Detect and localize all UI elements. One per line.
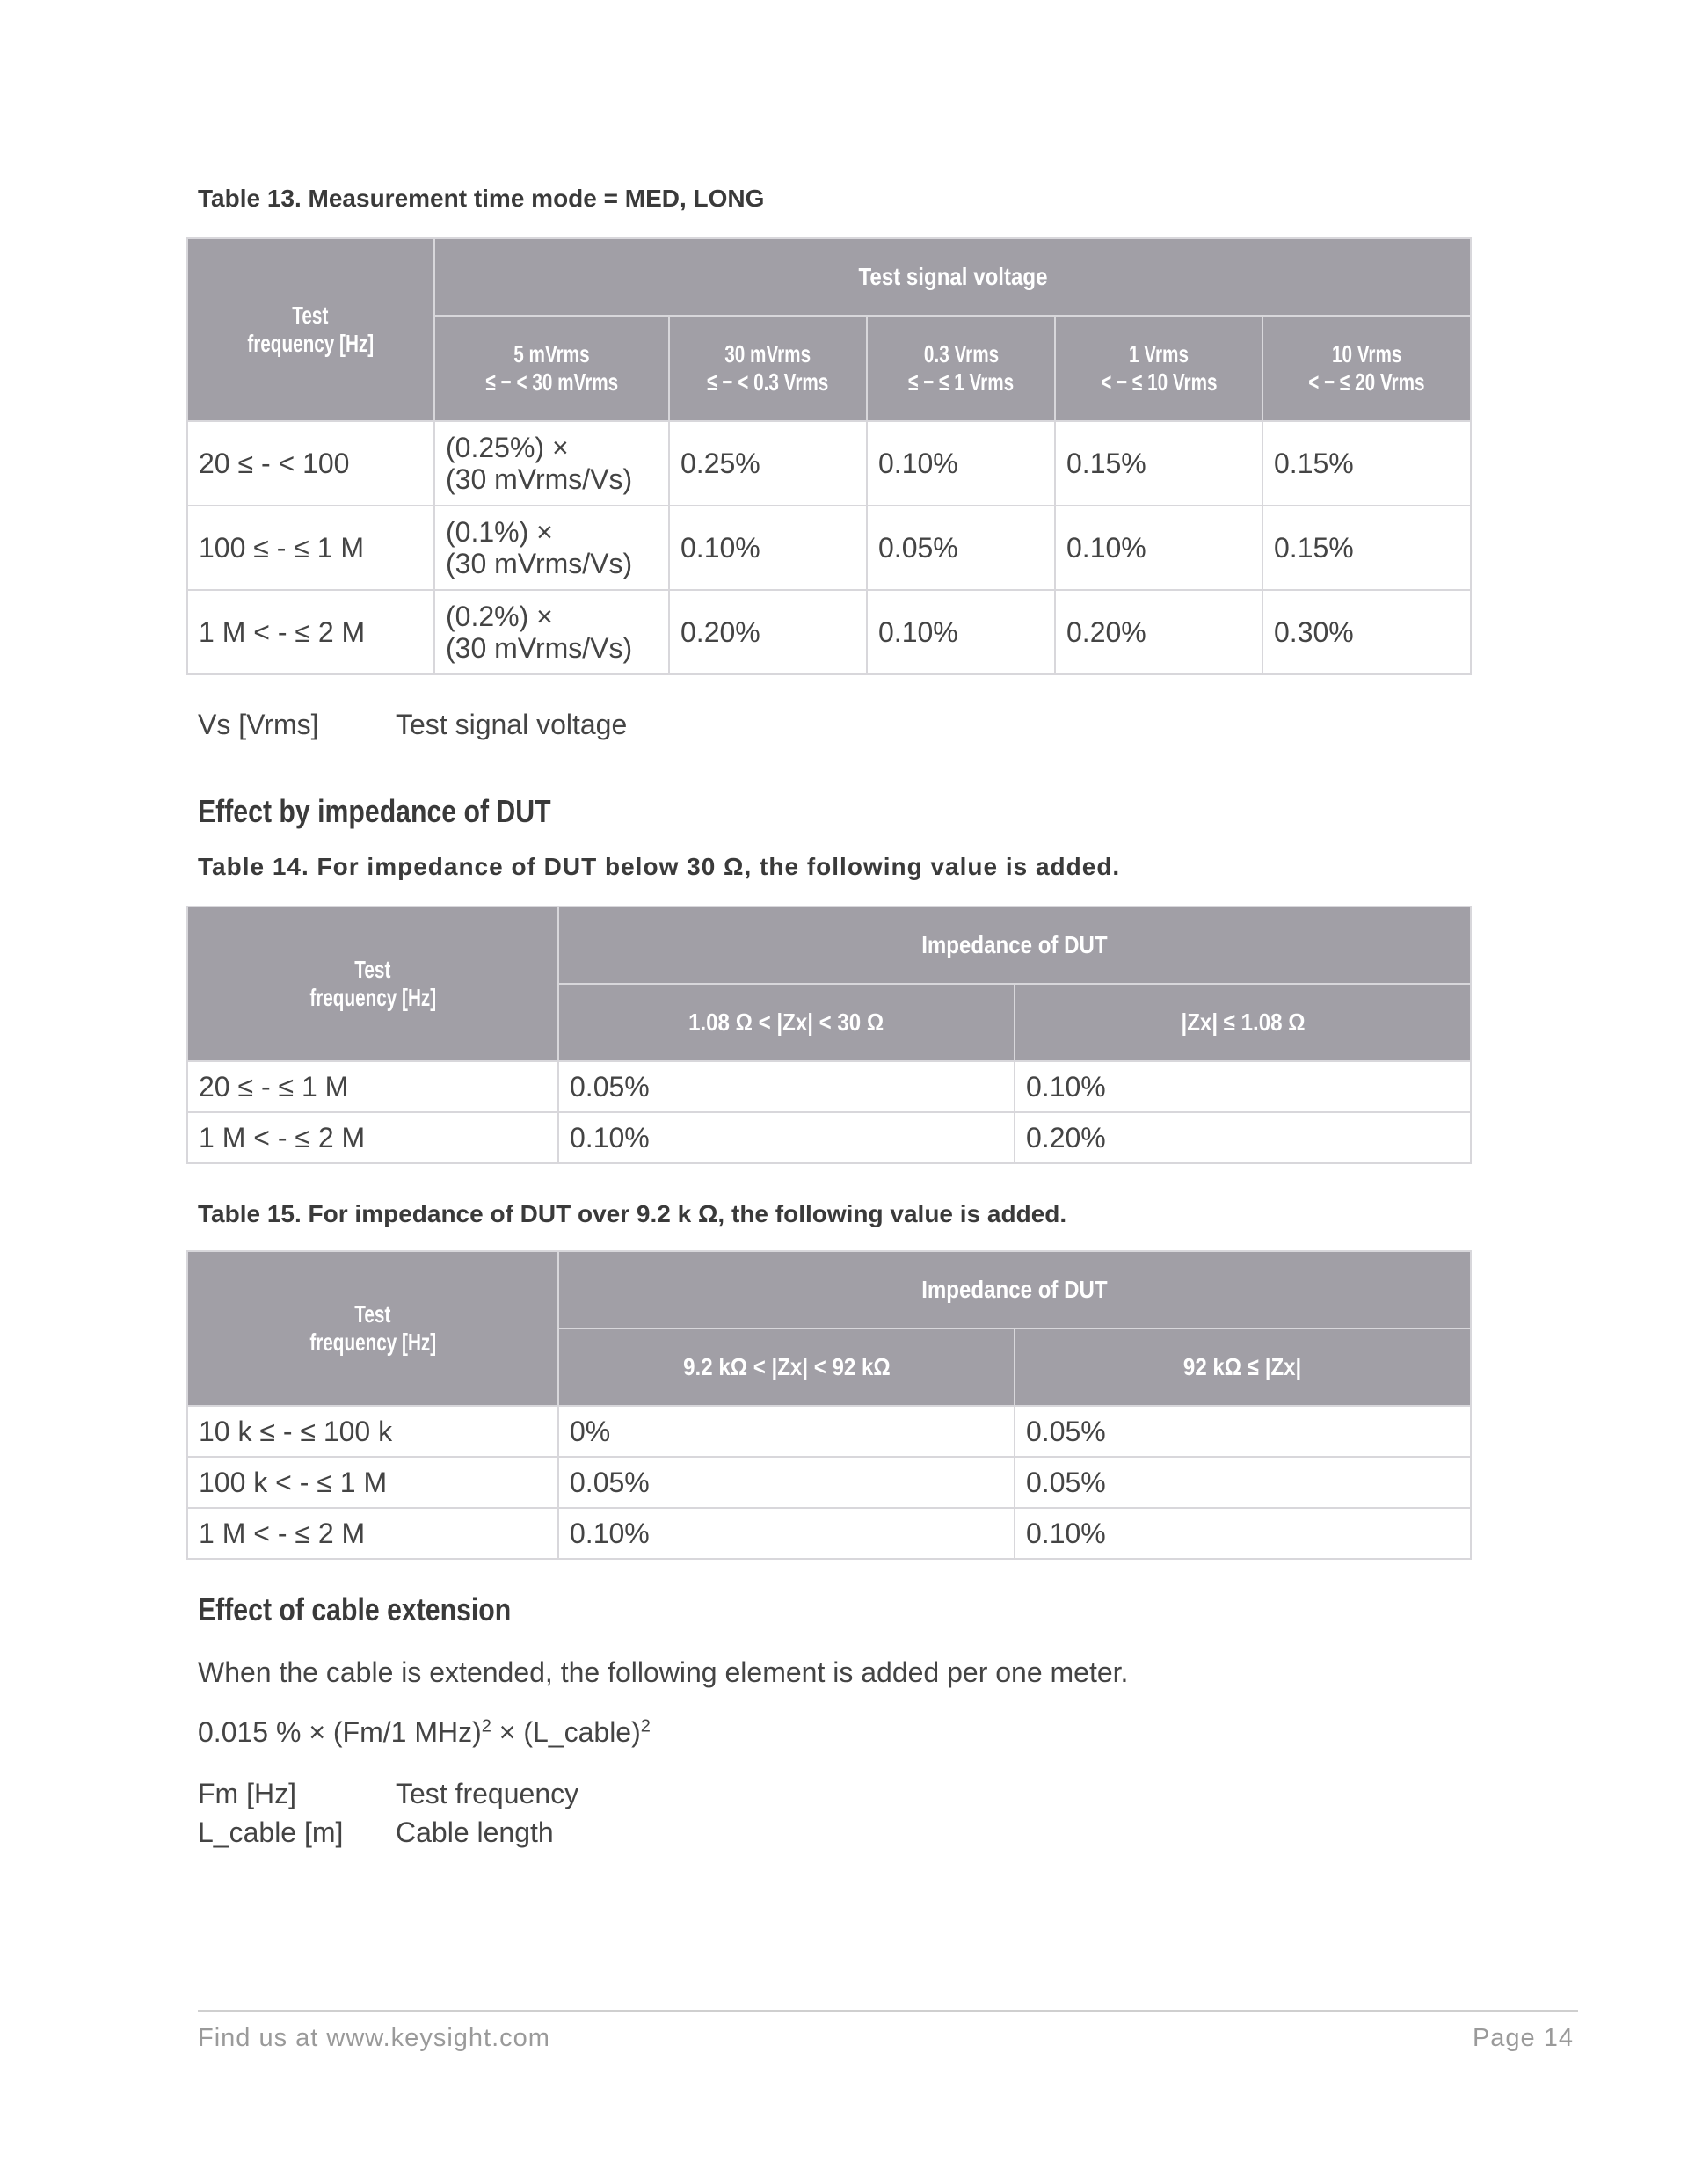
def-description: Cable length bbox=[396, 1816, 554, 1848]
table14-rowheader: Test frequency [Hz] bbox=[187, 906, 558, 1061]
table13-group-header: Test signal voltage bbox=[434, 238, 1471, 316]
table13-caption: Table 13. Measurement time mode = MED, LONG bbox=[198, 185, 765, 212]
def-description: Test frequency bbox=[396, 1778, 579, 1809]
table14-col-header: |Zx| ≤ 1.08 Ω bbox=[1015, 984, 1471, 1061]
table-cell: 0.20% bbox=[1015, 1112, 1471, 1163]
table-cell: 0.10% bbox=[1055, 506, 1262, 590]
table13-col-header: 30 mVrms ≤ − < 0.3 Vrms bbox=[669, 316, 867, 421]
table-cell: 0.10% bbox=[867, 590, 1055, 674]
table-cell: 0.10% bbox=[1015, 1061, 1471, 1112]
table-cell: 20 ≤ - < 100 bbox=[187, 421, 434, 506]
table-cell: 0% bbox=[558, 1406, 1015, 1457]
table-row bbox=[187, 590, 1471, 674]
cable-intro: When the cable is extended, the following element is added per one meter. bbox=[198, 1656, 1129, 1688]
table-row bbox=[187, 1508, 1471, 1559]
table-cell: 0.05% bbox=[1015, 1406, 1471, 1457]
table-cell: 100 ≤ - ≤ 1 M bbox=[187, 506, 434, 590]
table-cell: 1 M < - ≤ 2 M bbox=[187, 1508, 558, 1559]
table-row bbox=[187, 1061, 1471, 1112]
table13-col-header: 5 mVrms ≤ − < 30 mVrms bbox=[434, 316, 669, 421]
table-cell: 100 k < - ≤ 1 M bbox=[187, 1457, 558, 1508]
section-heading-impedance: Effect by impedance of DUT bbox=[198, 793, 551, 829]
section-heading-cable: Effect of cable extension bbox=[198, 1591, 512, 1627]
table14-caption: Table 14. For impedance of DUT below 30 Ω, the following value is added. bbox=[198, 853, 1121, 880]
table-cell: 10 k ≤ - ≤ 100 k bbox=[187, 1406, 558, 1457]
table-cell: 0.15% bbox=[1262, 421, 1471, 506]
table14-col-header: 1.08 Ω < |Zx| < 30 Ω bbox=[558, 984, 1015, 1061]
table-cell: 0.10% bbox=[558, 1112, 1015, 1163]
table-row bbox=[187, 1457, 1471, 1508]
table-cell: 0.05% bbox=[558, 1457, 1015, 1508]
table-row bbox=[187, 421, 1471, 506]
table-cell: 0.05% bbox=[1015, 1457, 1471, 1508]
table-cell: 0.10% bbox=[558, 1508, 1015, 1559]
table15 bbox=[186, 1250, 1472, 1560]
table-cell: (0.1%) × (30 mVrms/Vs) bbox=[434, 506, 669, 590]
table-cell: 0.10% bbox=[867, 421, 1055, 506]
cable-formula: 0.015 % × (Fm/1 MHz)$^2$ × (L_cable)$^2$ bbox=[198, 1716, 651, 1748]
table-cell: 0.15% bbox=[1055, 421, 1262, 506]
page-number: Page 14 bbox=[1472, 2024, 1574, 2052]
table-cell: 0.05% bbox=[867, 506, 1055, 590]
table15-rowheader: Test frequency [Hz] bbox=[187, 1251, 558, 1406]
table13-col-header: 1 Vrms < − ≤ 10 Vrms bbox=[1055, 316, 1262, 421]
table-row bbox=[187, 1112, 1471, 1163]
table14 bbox=[186, 906, 1472, 1164]
table-cell: (0.2%) × (30 mVrms/Vs) bbox=[434, 590, 669, 674]
note-term: Vs [Vrms] bbox=[198, 709, 319, 740]
table13-col-header: 10 Vrms < − ≤ 20 Vrms bbox=[1262, 316, 1471, 421]
table-row bbox=[187, 1406, 1471, 1457]
note-description: Test signal voltage bbox=[396, 709, 628, 740]
table14-group-header: Impedance of DUT bbox=[558, 906, 1471, 984]
table-cell: 0.05% bbox=[558, 1061, 1015, 1112]
table-cell: 0.10% bbox=[1015, 1508, 1471, 1559]
table-cell: 0.30% bbox=[1262, 590, 1471, 674]
table-cell: (0.25%) × (30 mVrms/Vs) bbox=[434, 421, 669, 506]
table-cell: 1 M < - ≤ 2 M bbox=[187, 1112, 558, 1163]
def-term: Fm [Hz] bbox=[198, 1778, 296, 1809]
table15-col-header: 92 kΩ ≤ |Zx| bbox=[1015, 1329, 1471, 1406]
table15-col-header: 9.2 kΩ < |Zx| < 92 kΩ bbox=[558, 1329, 1015, 1406]
table15-group-header: Impedance of DUT bbox=[558, 1251, 1471, 1329]
table13-col-header: 0.3 Vrms ≤ − ≤ 1 Vrms bbox=[867, 316, 1055, 421]
footer-divider bbox=[198, 2010, 1578, 2012]
footer-website-link[interactable]: Find us at www.keysight.com bbox=[198, 2024, 550, 2052]
table13 bbox=[186, 237, 1472, 675]
table-cell: 0.20% bbox=[1055, 590, 1262, 674]
table-cell: 0.25% bbox=[669, 421, 867, 506]
table-row bbox=[187, 506, 1471, 590]
table-cell: 20 ≤ - ≤ 1 M bbox=[187, 1061, 558, 1112]
def-term: L_cable [m] bbox=[198, 1816, 344, 1848]
table-cell: 0.20% bbox=[669, 590, 867, 674]
table13-rowheader: Test frequency [Hz] bbox=[187, 238, 434, 421]
table-cell: 0.10% bbox=[669, 506, 867, 590]
table15-caption: Table 15. For impedance of DUT over 9.2 k Ω, the following value is added. bbox=[198, 1200, 1067, 1227]
table-cell: 0.15% bbox=[1262, 506, 1471, 590]
table-cell: 1 M < - ≤ 2 M bbox=[187, 590, 434, 674]
